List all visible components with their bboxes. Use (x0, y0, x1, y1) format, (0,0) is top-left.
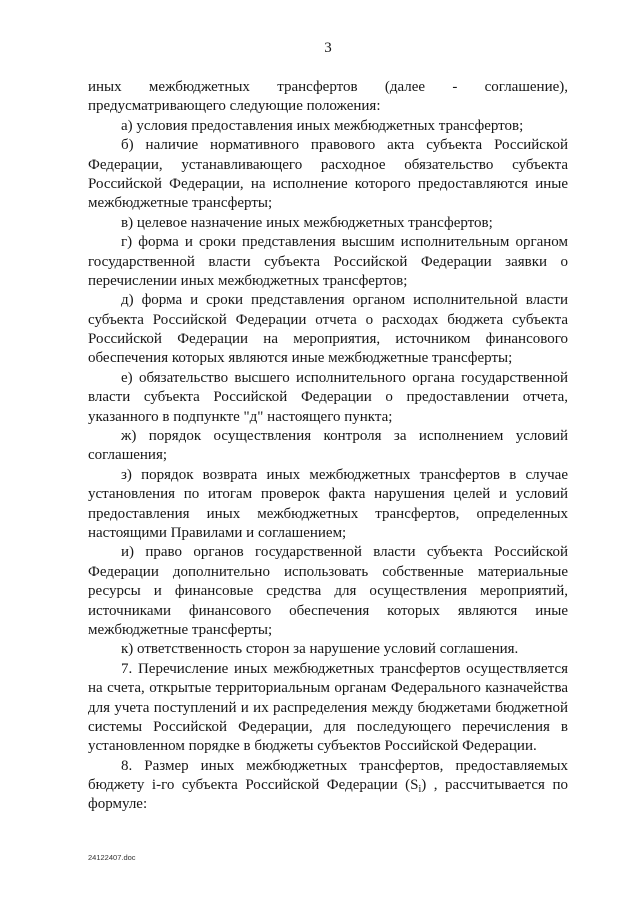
page-number: 3 (324, 40, 332, 56)
text-line: д) форма и сроки представления органом исполнительной власти (121, 292, 568, 309)
text-line: межбюджетные трансферты; (88, 195, 273, 212)
text-line: источниками финансового обеспечения которых являются иные (88, 602, 568, 619)
text-line: указанного в подпункте "д" настоящего пункта; (88, 408, 393, 425)
text-line: настоящими Правилами и соглашением; (88, 524, 347, 541)
document-body (88, 78, 568, 815)
text-line (88, 776, 568, 795)
text-line: в) целевое назначение иных межбюджетных трансфертов; (121, 214, 493, 231)
text-line: Федерации дополнительно использовать собственные материальные (88, 563, 568, 580)
clause-k (88, 640, 568, 659)
text-line: обеспечения которых являются иные межбюджетные трансферты; (88, 350, 513, 367)
text-line: установления по итогам проверок факта нарушения целей и условий (88, 486, 568, 503)
text-line: власти субъекта Российской Федерации о предоставлении отчета, (88, 389, 568, 406)
clause-b (88, 136, 568, 214)
clause-e (88, 369, 568, 427)
clause-v (88, 214, 568, 233)
text-line: соглашения; (88, 447, 168, 464)
text-line: на счета, открытые территориальным органам Федерального казначейства (88, 680, 568, 697)
clause-a (88, 117, 568, 136)
text-line: для учета поступлений и их распределения между бюджетами бюджетной (88, 699, 568, 716)
text-line: установленном порядке в бюджеты субъектов Российской Федерации. (88, 738, 537, 755)
subscript-index: i (418, 784, 422, 796)
text-line: Российской Федерации, на исполнение которого предоставляются иные (88, 175, 568, 192)
text-line: з) порядок возврата иных межбюджетных трансфертов в случае (121, 466, 568, 483)
formula-intro-text-end: ) , рассчитывается по (421, 777, 568, 794)
text-line: государственной власти субъекта Российской Федерации заявки о (88, 253, 568, 270)
text-line: г) форма и сроки представления высшим исполнительным органом (121, 234, 568, 251)
text-line: формуле: (88, 796, 148, 813)
text-line: системы Российской Федерации, для последующего перечисления в (88, 718, 568, 735)
text-line: иных межбюджетных трансфертов (далее - соглашение), (88, 79, 568, 95)
text-line: к) ответственность сторон за нарушение условий соглашения. (121, 641, 519, 658)
clause-z (88, 466, 568, 544)
text-line: субъекта Российской Федерации отчета о расходах бюджета субъекта (88, 311, 568, 328)
text-line: предоставления иных межбюджетных трансфертов, определенных (88, 505, 568, 522)
formula-intro-text: бюджету i-го субъекта Российской Федерации (S (88, 777, 419, 794)
text-line: е) обязательство высшего исполнительного органа государственной (121, 369, 568, 386)
text-line: предусматривающего следующие положения: (88, 98, 381, 115)
clause-d (88, 291, 568, 369)
text-line: ж) порядок осуществления контроля за исполнением условий (121, 428, 568, 445)
section-7 (88, 660, 568, 757)
text-line: перечислении иных межбюджетных трансфертов; (88, 272, 408, 289)
clause-zh (88, 427, 568, 466)
text-line: Российской Федерации на мероприятия, источником финансового (88, 331, 568, 348)
file-name-footer: 24122407.doc (88, 853, 136, 862)
text-line: б) наличие нормативного правового акта субъекта Российской (121, 137, 568, 154)
text-line: и) право органов государственной власти субъекта Российской (121, 544, 568, 561)
text-line: 8. Размер иных межбюджетных трансфертов, предоставляемых (121, 757, 568, 774)
text-line: ресурсы и финансовые средства для осуществления мероприятий, (88, 583, 568, 600)
intro-paragraph (88, 78, 568, 117)
section-8 (88, 757, 568, 815)
text-line: Федерации, устанавливающего расходное обязательство субъекта (88, 156, 568, 173)
text-line: а) условия предоставления иных межбюджетных трансфертов; (121, 117, 524, 134)
clause-i (88, 543, 568, 640)
text-line: 7. Перечисление иных межбюджетных трансфертов осуществляется (121, 660, 568, 677)
text-line: межбюджетные трансферты; (88, 621, 273, 638)
clause-g (88, 233, 568, 291)
